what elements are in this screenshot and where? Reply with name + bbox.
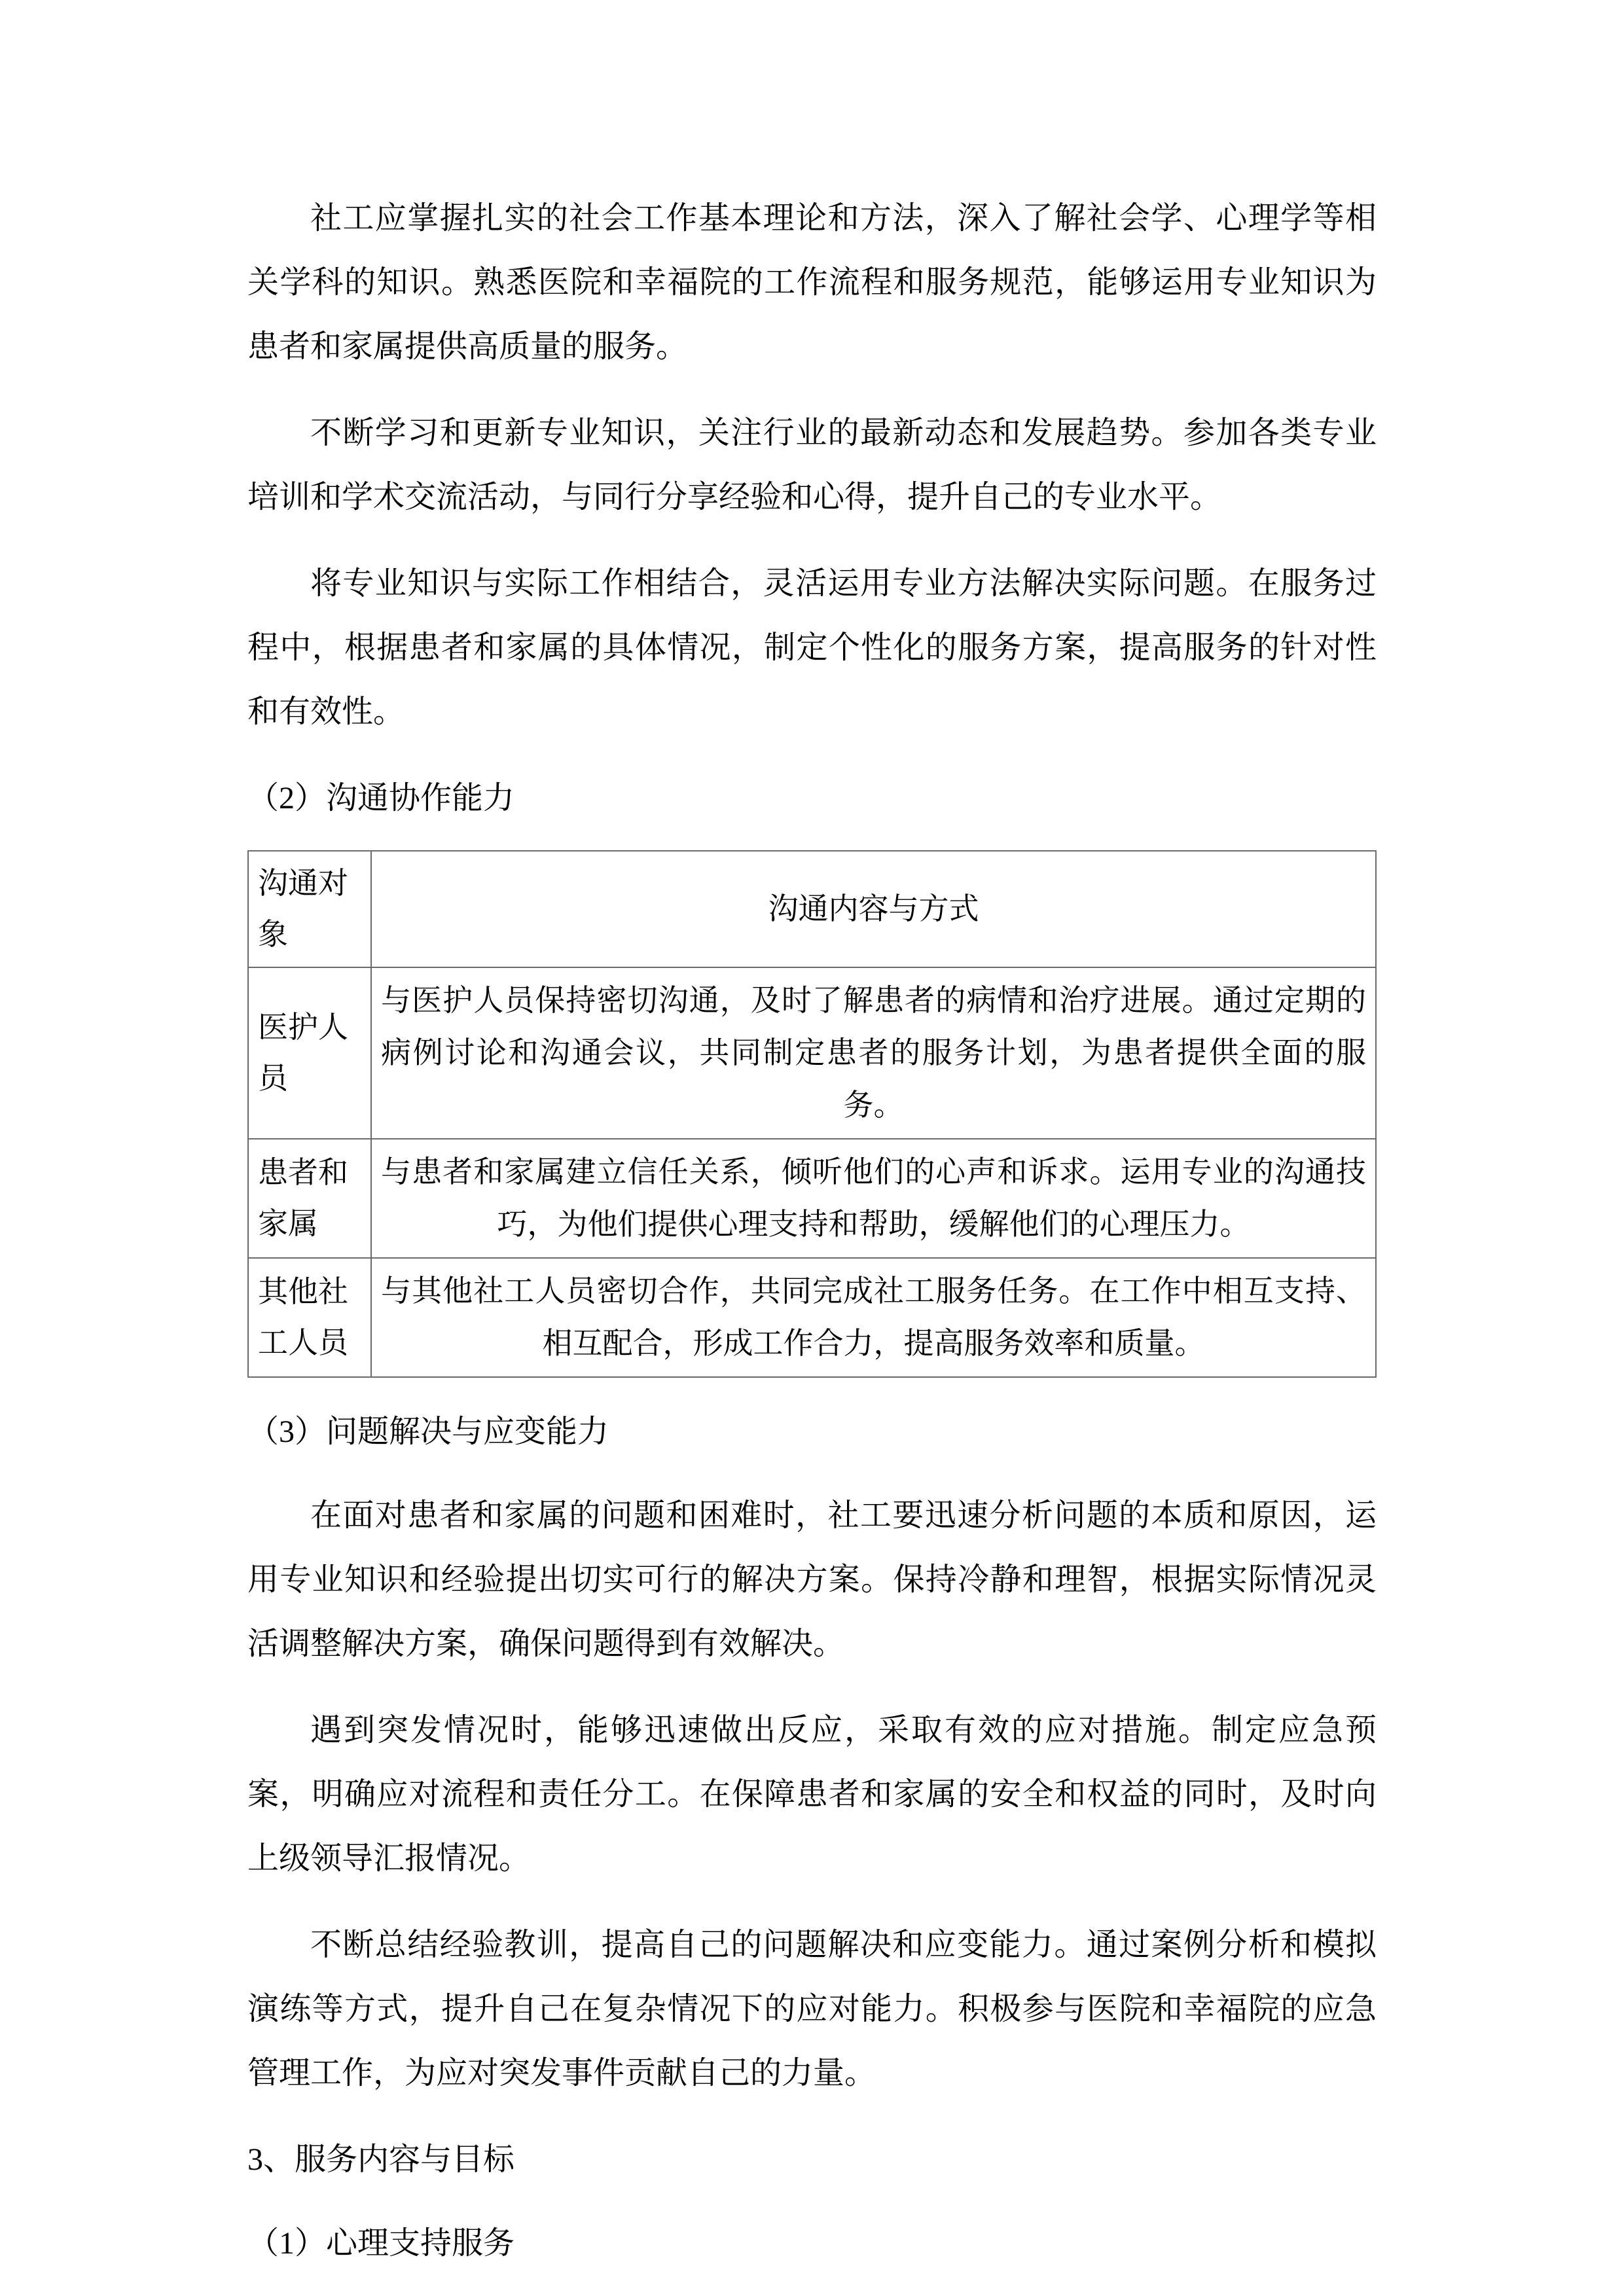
paragraph-problem-analysis: 在面对患者和家属的问题和困难时，社工要迅速分析问题的本质和原因，运用专业知识和经验提出切实可行的解决方案。保持冷静和理智，根据实际情况灵活调整解决方案，确保问题得到有效解决。 [247, 1498, 1377, 1661]
table-header-row [248, 851, 1376, 967]
paragraph-professional-knowledge: 社工应掌握扎实的社会工作基本理论和方法，深入了解社会学、心理学等相关学科的知识。熟悉医院和幸福院的工作流程和服务规范，能够运用专业知识为患者和家属提供高质量的服务。 [247, 201, 1377, 364]
communication-table [247, 850, 1377, 1378]
table-cell-content: 与其他社工人员密切合作，共同完成社工服务任务。在工作中相互支持、相互配合，形成工作合力，提高服务效率和质量。 [371, 1258, 1376, 1377]
heading-psych-support: （1）心理支持服务 [247, 2226, 515, 2261]
table-cell-content: 与医护人员保持密切沟通，及时了解患者的病情和治疗进展。通过定期的病例讨论和沟通会议，共同制定患者的服务计划，为患者提供全面的服务。 [371, 967, 1376, 1139]
table-header-subject: 沟通对象 [248, 851, 371, 967]
heading-service-content: 3、服务内容与目标 [247, 2142, 515, 2177]
table-cell-subject: 其他社工人员 [248, 1258, 371, 1377]
paragraph-practical-application: 将专业知识与实际工作相结合，灵活运用专业方法解决实际问题。在服务过程中，根据患者和家属的具体情况，制定个性化的服务方案，提高服务的针对性和有效性。 [247, 566, 1377, 729]
table-row [248, 1139, 1376, 1258]
table-cell-subject: 患者和家属 [248, 1139, 371, 1258]
paragraph-emergency-response: 遇到突发情况时，能够迅速做出反应，采取有效的应对措施。制定应急预案，明确应对流程和责任分工。在保障患者和家属的安全和权益的同时，及时向上级领导汇报情况。 [247, 1713, 1377, 1876]
table-row [248, 967, 1376, 1139]
table-row [248, 1258, 1376, 1377]
paragraph-experience-summary: 不断总结经验教训，提高自己的问题解决和应变能力。通过案例分析和模拟演练等方式，提升自己在复杂情况下的应对能力。积极参与医院和幸福院的应急管理工作，为应对突发事件贡献自己的力量。 [247, 1928, 1377, 2090]
heading-problem-solving: （3）问题解决与应变能力 [247, 1414, 609, 1449]
table-cell-content: 与患者和家属建立信任关系，倾听他们的心声和诉求。运用专业的沟通技巧，为他们提供心理支持和帮助，缓解他们的心理压力。 [371, 1139, 1376, 1258]
heading-communication-ability: （2）沟通协作能力 [247, 781, 515, 816]
table-cell-subject: 医护人员 [248, 967, 371, 1139]
table-header-content: 沟通内容与方式 [371, 851, 1376, 967]
paragraph-continuous-learning: 不断学习和更新专业知识，关注行业的最新动态和发展趋势。参加各类专业培训和学术交流活动，与同行分享经验和心得，提升自己的专业水平。 [247, 416, 1377, 514]
